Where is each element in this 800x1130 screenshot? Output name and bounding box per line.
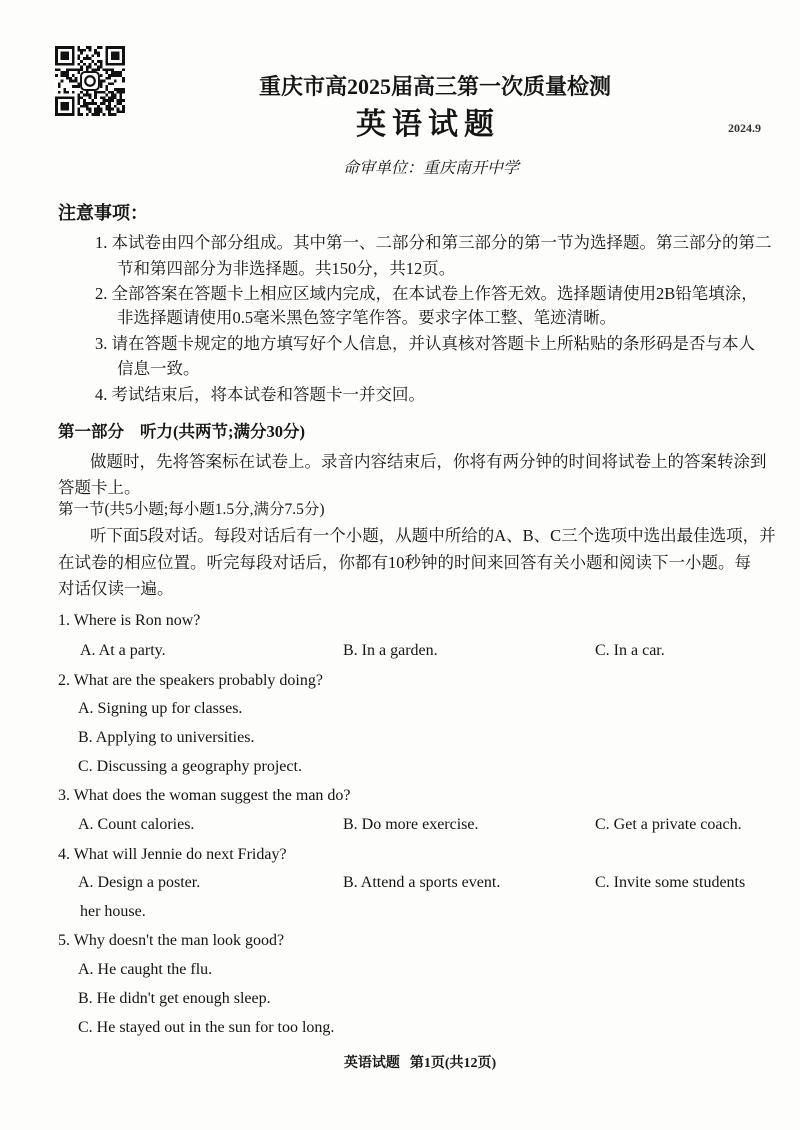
footer-subject: 英语试题 xyxy=(343,1056,400,1071)
question-5-option-a: A. He caught the flu. xyxy=(78,961,213,978)
exam-date: 2024.9 xyxy=(728,121,761,135)
question-3-stem: 3. What does the woman suggest the man do? xyxy=(58,787,351,804)
question-3-option-c: C. Get a private coach. xyxy=(595,816,742,833)
question-4-stem: 4. What will Jennie do next Friday? xyxy=(58,846,287,863)
question-1-option-a: A. At a party. xyxy=(80,642,166,659)
question-1-option-b: B. In a garden. xyxy=(343,642,438,659)
question-5-stem: 5. Why doesn't the man look good? xyxy=(58,932,285,949)
exam-title: 重庆市高2025届高三第一次质量检测 xyxy=(258,74,611,99)
section1-instructions-line-3: 对话仅读一遍。 xyxy=(58,579,174,598)
part1-instructions-line-2: 答题卡上。 xyxy=(58,478,141,497)
question-4-option-c: C. Invite some students xyxy=(595,874,746,891)
question-5-option-b: B. He didn't get enough sleep. xyxy=(78,990,271,1007)
notice-item-3-line-2: 信息一致。 xyxy=(117,359,200,378)
question-2-option-a: A. Signing up for classes. xyxy=(78,700,243,717)
section1-instructions-line-1: 听下面5段对话。每段对话后有一个小题，从题中所给的A、B、C三个选项中选出最佳选项，并 xyxy=(90,526,776,545)
setter-unit: 命审单位：重庆南开中学 xyxy=(342,160,519,177)
question-3-option-a: A. Count calories. xyxy=(78,816,195,833)
notice-item-1-line-2: 节和第四部分为非选择题。共150分，共12页。 xyxy=(117,259,456,278)
question-2-option-c: C. Discussing a geography project. xyxy=(78,758,302,775)
question-3-option-b: B. Do more exercise. xyxy=(343,816,479,833)
qr-finder-top-right xyxy=(105,46,125,66)
part1-instructions-line-1: 做题时，先将答案标在试卷上。录音内容结束后，你将有两分钟的时间将试卷上的答案转涂到 xyxy=(90,452,767,471)
question-4-options xyxy=(0,872,800,894)
part1-label: 第一部分 xyxy=(58,422,124,441)
question-1-stem: 1. Where is Ron now? xyxy=(58,612,201,629)
qr-finder-top-left xyxy=(55,46,75,66)
question-4-option-a: A. Design a poster. xyxy=(78,874,201,891)
section1-heading: 第一节(共5小题;每小题1.5分,满分7.5分) xyxy=(58,501,325,518)
part1-title: 听力(共两节;满分30分) xyxy=(140,422,305,441)
notice-heading: 注意事项： xyxy=(58,203,148,223)
notice-item-2-line-2: 非选择题请使用0.5毫米黑色签字笔作答。要求字体工整、笔迹清晰。 xyxy=(117,308,617,327)
question-5-option-c: C. He stayed out in the sun for too long. xyxy=(78,1019,335,1036)
notice-item-2-line-1: 2. 全部答案在答题卡上相应区域内完成，在本试卷上作答无效。选择题请使用2B铅笔填涂， xyxy=(95,284,758,303)
part1-heading xyxy=(58,421,800,443)
question-1-option-c: C. In a car. xyxy=(595,642,665,659)
section1-instructions-line-2: 在试卷的相应位置。听完每段对话后，你都有10秒钟的时间来回答有关小题和阅读下一小题。每 xyxy=(58,553,751,572)
subject-title: 英语试题 xyxy=(356,108,500,141)
question-2-stem: 2. What are the speakers probably doing? xyxy=(58,672,323,689)
notice-item-4: 4. 考试结束后，将本试卷和答题卡一并交回。 xyxy=(95,385,425,404)
question-2-option-b: B. Applying to universities. xyxy=(78,729,255,746)
question-3-options xyxy=(0,814,800,836)
notice-item-3-line-1: 3. 请在答题卡规定的地方填写好个人信息，并认真核对答题卡上所粘贴的条形码是否与本人 xyxy=(95,334,755,353)
question-4-option-c-continuation: her house. xyxy=(80,903,146,920)
footer-page-number: 第1页(共12页) xyxy=(409,1056,497,1071)
page-footer xyxy=(40,1053,800,1075)
question-1-options xyxy=(0,640,800,662)
notice-item-1-line-1: 1. 本试卷由四个部分组成。其中第一、二部分和第三部分的第一节为选择题。第三部分的第二 xyxy=(95,233,772,252)
question-4-option-b: B. Attend a sports event. xyxy=(343,874,501,891)
